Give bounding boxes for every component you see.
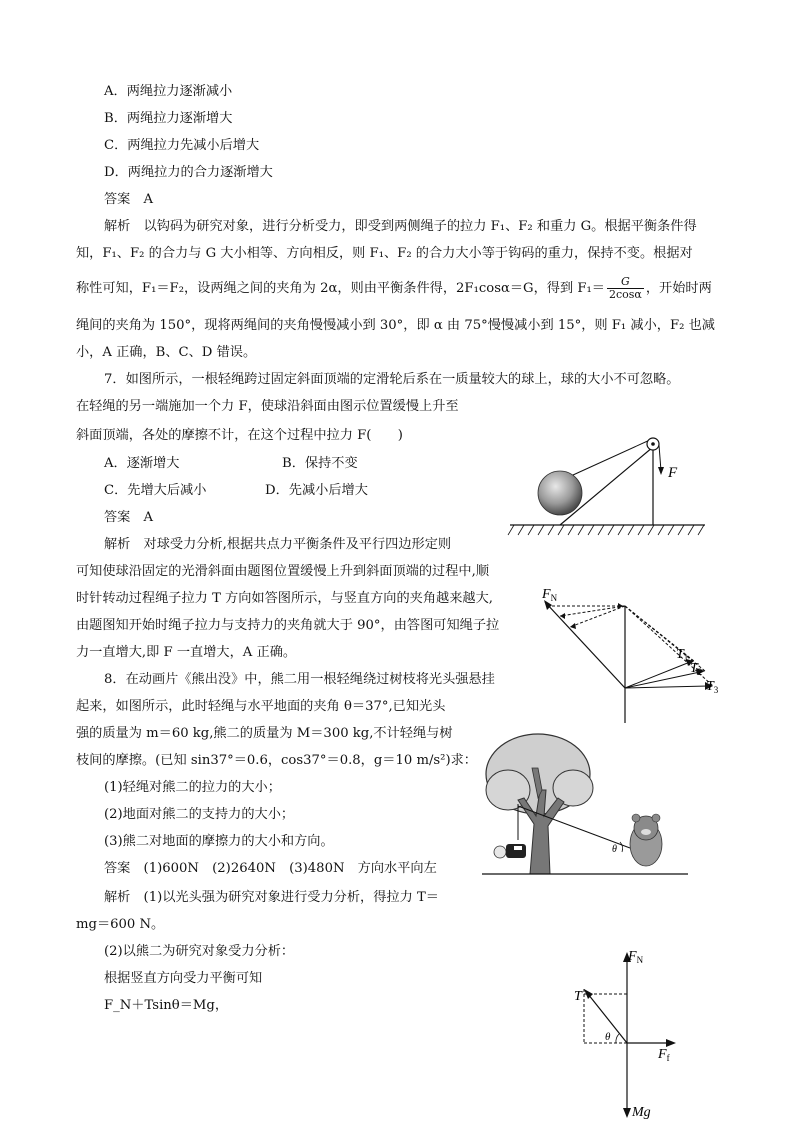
- q6-fraction-numerator: G: [607, 276, 644, 289]
- q8-subquestion-1: (1)轻绳对熊二的拉力的大小；: [104, 780, 281, 795]
- q7-option-c: C．先增大后减小: [104, 483, 207, 498]
- t1-subscript: 1: [683, 653, 689, 663]
- fn-line: [545, 602, 625, 688]
- q8-stem-line3: 强的质量为 m＝60 kg,熊二的质量为 M＝300 kg,不计轻绳与树: [76, 726, 453, 741]
- ball: [538, 471, 582, 515]
- q7-explanation-line2: 可知使球沿固定的光滑斜面由题图位置缓慢上升到斜面顶端的过程中,顺: [76, 564, 490, 579]
- bald-qiang-figure: [494, 844, 526, 858]
- t-label-fig4: T: [574, 989, 582, 1004]
- q8-subquestion-2: (2)地面对熊二的支持力的大小；: [104, 807, 295, 822]
- q8-explanation-line3: (2)以熊二为研究对象受力分析：: [104, 944, 295, 959]
- q8-stem-line1: 8．在动画片《熊出没》中，熊二用一根轻绳绕过树枝将光头强悬挂: [104, 672, 495, 687]
- q7-option-a: A．逐渐增大: [104, 456, 180, 471]
- q7-stem-line1: 7．如图所示，一根轻绳跨过固定斜面顶端的定滑轮后系在一质量较大的球上，球的大小不可忽略。: [104, 372, 680, 387]
- q8-explanation-line1: 解析 (1)以光头强为研究对象进行受力分析，得拉力 T＝: [104, 890, 439, 905]
- q7-explanation-line3: 时针转动过程绳子拉力 T 方向如答图所示，与竖直方向的夹角越来越大,: [76, 591, 493, 606]
- theta-label-fig4: θ: [605, 1031, 611, 1043]
- svg-text:FN: [627, 949, 644, 965]
- q8-stem-line4: 枝间的摩擦。(已知 sin37°＝0.6，cos37°＝0.8，g＝10 m/s²)求：: [76, 753, 477, 768]
- q7-explanation-line4: 由题图知开始时绳子拉力与支持力的夹角就大于 90°，由答图可知绳子拉: [76, 618, 500, 633]
- bear-figure: [630, 814, 662, 866]
- fn-label-fig4: F: [628, 949, 637, 964]
- q6-option-c: C．两绳拉力先减小后增大: [104, 138, 260, 153]
- fn-subscript-fig4: N: [636, 955, 644, 965]
- t2-subscript: 2: [697, 667, 703, 677]
- t3-subscript: 3: [713, 685, 719, 695]
- t1-label: T: [676, 647, 684, 662]
- ff-label-fig4: F: [658, 1047, 667, 1062]
- q6-explanation-line3a: 称性可知，F₁＝F₂，设两绳之间的夹角为 2α，则由平衡条件得，2F₁cosα＝G，得到 F₁＝: [76, 281, 605, 296]
- q8-subquestion-3: (3)熊二对地面的摩擦力的大小和方向。: [104, 834, 334, 849]
- q7-incline-figure: [500, 425, 720, 545]
- q7-force-diagram: [530, 580, 730, 728]
- q6-explanation-line2: 知，F₁、F₂ 的合力与 G 大小相等、方向相反，则 F₁、F₂ 的合力大小等于钩码的重力，保持不变。根据对: [76, 246, 693, 261]
- q8-explanation-line2: mg＝600 N。: [76, 917, 165, 932]
- force-f-label: F: [668, 465, 678, 481]
- q7-stem-line2: 在轻绳的另一端施加一个力 F，使球沿斜面由图示位置缓慢上升至: [76, 399, 459, 414]
- q8-cartoon-figure: [478, 728, 690, 880]
- t2-label: T: [690, 661, 698, 676]
- q7-stem-line3: 斜面顶端，各处的摩擦不计，在这个过程中拉力 F( ): [76, 428, 403, 443]
- q7-explanation-line5: 力一直增大,即 F 一直增大，A 正确。: [76, 645, 297, 660]
- q6-explanation-line3: [76, 276, 712, 301]
- theta-label: θ: [612, 844, 617, 855]
- fn-subscript: N: [550, 593, 558, 603]
- q8-force-diagram: [562, 940, 712, 1120]
- q6-option-a: A．两绳拉力逐渐减小: [104, 84, 233, 99]
- q8-explanation-line5: F_N＋Tsinθ＝Mg，: [104, 998, 229, 1013]
- svg-text:T3: [706, 679, 719, 695]
- q8-explanation-line4: 根据竖直方向受力平衡可知: [104, 971, 263, 986]
- ground-hatch: [508, 525, 704, 535]
- ff-subscript-fig4: f: [666, 1053, 670, 1063]
- q7-explanation-line1: 解析 对球受力分析,根据共点力平衡条件及平行四边形定则: [104, 537, 452, 552]
- q6-option-b: B．两绳拉力逐渐增大: [104, 111, 233, 126]
- q7-answer: 答案 A: [104, 510, 154, 525]
- q8-stem-line2: 起来，如图所示，此时轻绳与水平地面的夹角 θ＝37°,已知光头: [76, 699, 446, 714]
- q6-explanation-line5: 小，A 正确，B、C、D 错误。: [76, 345, 257, 360]
- fn-label: F: [542, 587, 551, 602]
- q6-option-d: D．两绳拉力的合力逐渐增大: [104, 165, 273, 180]
- q6-fraction-denominator: 2cosα: [608, 288, 642, 301]
- svg-text:FN: [541, 587, 558, 603]
- svg-text:T1: [676, 647, 688, 663]
- q6-answer: 答案 A: [104, 192, 154, 207]
- q6-explanation-line3b: ，开始时两: [645, 281, 712, 296]
- q6-explanation-line1: 解析 以钩码为研究对象，进行分析受力，即受到两侧绳子的拉力 F₁、F₂ 和重力 G。根据平衡条件得: [104, 219, 697, 234]
- t3-label: T: [706, 679, 714, 694]
- svg-text:Ff: [657, 1047, 670, 1063]
- q8-answer: 答案 (1)600N (2)2640N (3)480N 方向水平向左: [104, 861, 437, 876]
- q7-option-d: D．先减小后增大: [265, 483, 368, 498]
- q7-option-b: B．保持不变: [282, 456, 358, 471]
- svg-text:T2: [690, 661, 702, 677]
- mg-label-fig4: Mg: [632, 1105, 651, 1120]
- q6-explanation-line4: 绳间的夹角为 150°，现将两绳间的夹角慢慢减小到 30°，即 α 由 75°慢慢减小到 15°，则 F₁ 减小，F₂ 也减: [76, 318, 715, 333]
- q6-fraction: [607, 276, 644, 301]
